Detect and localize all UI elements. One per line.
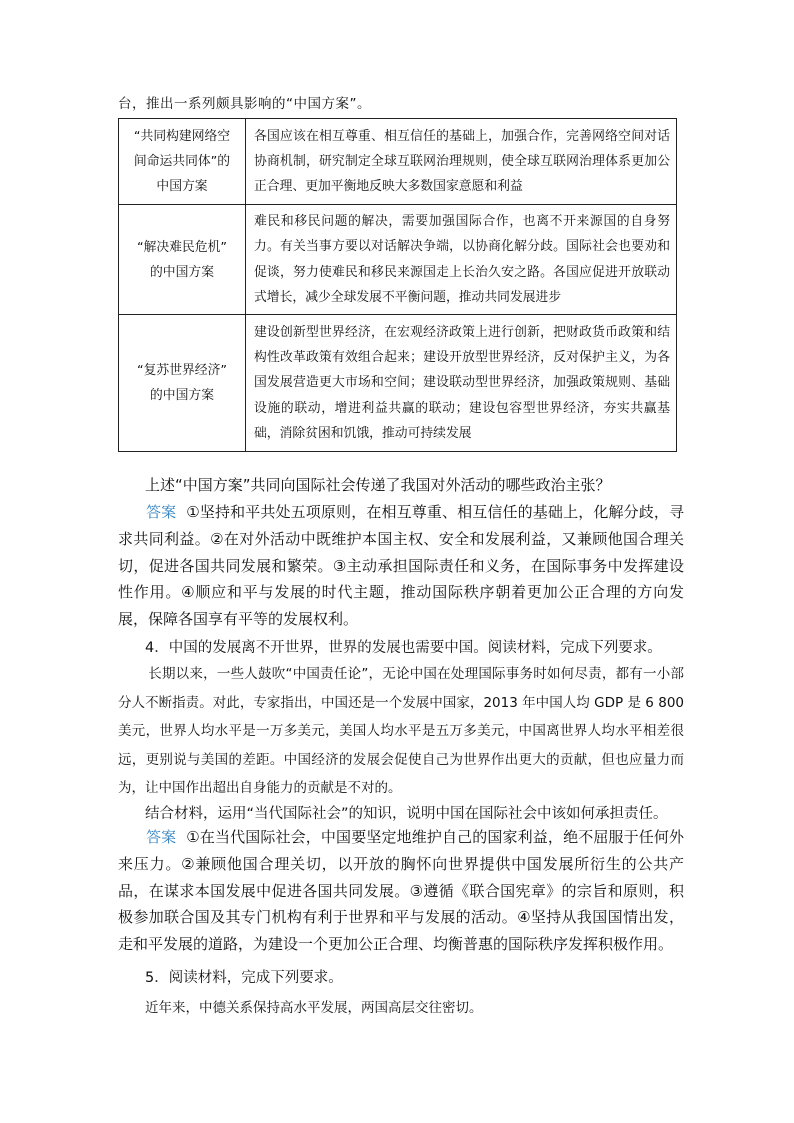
answer-label: 答案 xyxy=(146,503,177,521)
answer-3-text: ①坚持和平共处五项原则，在相互尊重、相互信任的基础上，化解分歧，寻求共同利益。②在对外活动中既维护本国主权、安全和发展利益，又兼顾他国合理关切，促进各国共同发展和繁荣。③主动承担国际责任和义务，在国际事务中发挥建设性作用。④顺应和平与发展的时代主题，推动国际秩序朝着更加公正合理的方向发展，保障各国享有平等的发展权利。 xyxy=(118,503,684,629)
material-5: 近年来，中德关系保持高水平发展，两国高层交往密切。 xyxy=(145,1000,483,1016)
question-5-title: 5．阅读材料，完成下列要求。 xyxy=(145,970,343,986)
question-4-title: 4．中国的发展离不开世界，世界的发展也需要中国。阅读材料，完成下列要求。 xyxy=(145,640,662,656)
answer-4 xyxy=(118,824,684,958)
plan-name-cell xyxy=(119,119,246,205)
plan-desc-cell: 难民和移民问题的解决，需要加强国际合作，也离不开来源国的自身努力。有关当事方要以对话解决争端，以协商化解分歧。国际社会也要劝和促谈，努力使难民和移民来源国走上长治久安之路。各国应促进开放联动式增长，减少全球发展不平衡问题，推动共同发展进步 xyxy=(246,205,677,315)
question-4: 结合材料，运用“当代国际社会”的知识，说明中国在国际社会中该如何承担责任。 xyxy=(145,806,668,822)
china-plans-table xyxy=(118,118,677,452)
plan-name-line: 的中国方案 xyxy=(150,388,214,403)
plan-name-cell xyxy=(119,205,246,315)
plan-name-line: 的中国方案 xyxy=(150,264,214,280)
plan-name-line: 中国方案 xyxy=(156,179,208,194)
plan-desc-cell: 建设创新型世界经济，在宏观经济政策上进行创新，把财政货币政策和结构性改革政策有效组合起来；建设开放型世界经济，反对保护主义，为各国发展营造更大市场和空间；建设联动型世界经济，加强政策规则、基础设施的联动，增进利益共赢的联动；建设包容型世界经济，夯实共赢基础，消除贫困和饥饿，推动可持续发展 xyxy=(246,315,677,452)
answer-4-text: ①在当代国际社会，中国要坚定地维护自己的国家利益，绝不屈服于任何外来压力。②兼顾他国合理关切，以开放的胸怀向世界提供中国发展所衍生的公共产品，在谋求本国发展中促进各国共同发展。③遵循《联合国宪章》的宗旨和原则，积极参加联合国及其专门机构有利于世界和平与发展的活动。④坚持从我国国情出发，走和平发展的道路，为建设一个更加公正合理、均衡普惠的国际秩序发挥积极作用。 xyxy=(118,828,684,954)
table-row xyxy=(119,205,677,315)
plan-name-line: “解决难民危机” xyxy=(136,239,228,255)
intro-line: 台，推出一系列颇具影响的“中国方案”。 xyxy=(118,96,371,112)
material-4 xyxy=(118,660,684,803)
plan-name-line: 间命运共同体”的 xyxy=(133,154,231,169)
question-3: 上述“中国方案”共同向国际社会传递了我国对外活动的哪些政治主张？ xyxy=(145,476,611,494)
plan-name-line: “共同构建网络空 xyxy=(133,129,231,144)
answer-3 xyxy=(118,499,684,633)
plan-name-cell xyxy=(119,315,246,452)
plan-desc-cell: 各国应该在相互尊重、相互信任的基础上，加强合作，完善网络空间对话协商机制，研究制定全球互联网治理规则，使全球互联网治理体系更加公正合理、更加平衡地反映大多数国家意愿和利益 xyxy=(246,119,677,205)
plan-name-line: “复苏世界经济” xyxy=(136,363,228,378)
answer-label: 答案 xyxy=(146,828,177,846)
table-row xyxy=(119,315,677,452)
table-row xyxy=(119,119,677,205)
material-4-text: 长期以来，一些人鼓吹“中国责任论”，无论中国在处理国际事务时如何尽责，都有一小部分人不断指责。对此，专家指出，中国还是一个发展中国家，2013 年中国人均 GDP 是 6 800 美元，世界人均水平是一万多美元，美国人均水平是五万多美元，中国离世界人均水平相差很远，更别说与美国的差距。中国经济的发展会促使自己为世界作出更大的贡献，但也应量力而为，让中国作出超出自身能力的贡献是不对的。 xyxy=(118,666,684,796)
